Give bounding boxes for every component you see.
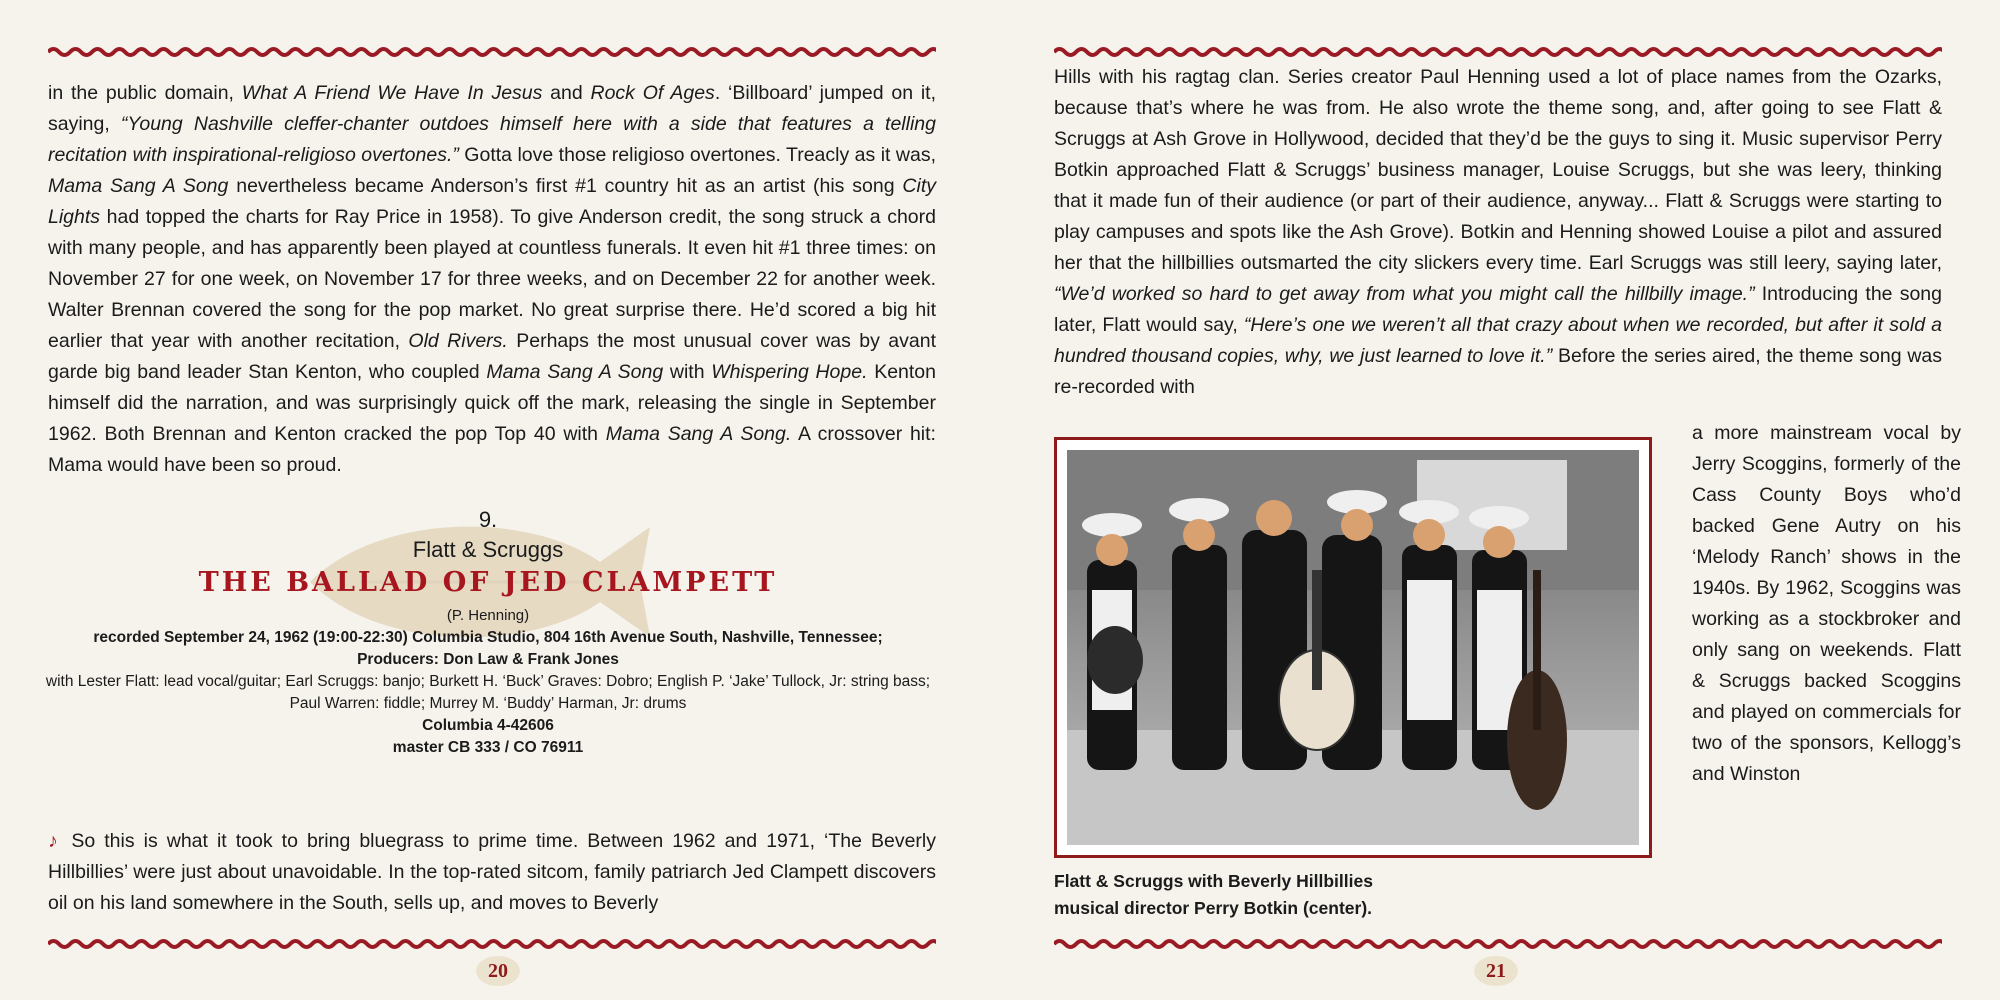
- bottom-wave-border: [1054, 937, 1942, 951]
- text-run: with: [663, 361, 712, 383]
- photo-image: [1067, 450, 1639, 845]
- italic-run: Rock Of Ages: [590, 82, 715, 104]
- producers: Producers: Don Law & Frank Jones: [357, 651, 619, 668]
- side-column-text: a more mainstream vocal by Jerry Scoggins, formerly of the Cass County Boys who’d backed Gene Autry on his ‘Melody Ranch’ shows in the 1940s. By 1962, Scoggins was working as a stockbroker and only sang on weekends. Flatt & Scruggs backed Scoggins and played on commercials for two of the sponsors, Kellogg’s and Winston: [1692, 422, 1961, 785]
- wave-ornament: [48, 937, 936, 951]
- eighth-note-icon: ♪: [48, 830, 62, 852]
- italic-run: Mama Sang A Song: [486, 361, 664, 383]
- text-run: A crossover hit: Mama would have been so proud.: [48, 423, 936, 476]
- catalog-number: Columbia 4-42606: [422, 717, 554, 734]
- italic-run: “We’d worked so hard to get away from what you might call the hillbilly image.”: [1054, 283, 1755, 305]
- text-run: Gotta love those religioso overtones. Treacly as it was,: [458, 144, 936, 166]
- track-artist: Flatt & Scruggs: [412, 537, 564, 562]
- italic-run: “Young Nashville cleffer-chanter outdoes himself here with a side that features a telling recitation with inspirational-religioso overtones.”: [48, 113, 936, 166]
- caption-line-1: Flatt & Scruggs with Beverly Hillbillies: [1054, 871, 1373, 891]
- italic-run: “Here’s one we weren’t all that crazy about when we recorded, but after it sold a hundred thousand copies, why, we just learned to love it.”: [1054, 314, 1942, 367]
- right-page: [1000, 0, 2000, 1000]
- italic-run: Mama Sang A Song.: [605, 423, 792, 445]
- bottom-wave-border: [48, 937, 936, 951]
- page-number: 20: [476, 956, 520, 986]
- body-paragraph-1: [48, 78, 936, 481]
- caption-line-2: musical director Perry Botkin (center).: [1054, 898, 1373, 918]
- master-number: master CB 333 / CO 76911: [392, 739, 584, 756]
- text-run: Hills with his ragtag clan. Series creator Paul Henning used a lot of place names from the Ozarks, because that’s where he was from. He also wrote the theme song, and, after going to see Flatt & Scruggs at Ash Grove in Hollywood, decided that they’d be the guys to sing it. Music supervisor Perry Botkin approached Flatt & Scruggs’ business manager, Louise Scruggs, but she was leery, thinking that it made fun of their audience (or part of their audience, anyway... Flatt & Scruggs were starting to play campuses and spots like the Ash Grove). Botkin and Henning showed Louise a pilot and assured her that the hillbillies outsmarted the city slickers every time. Earl Scruggs was still leery, saying later,: [1054, 66, 1942, 274]
- italic-run: Whispering Hope.: [711, 361, 868, 383]
- text-run: Kenton himself did the narration, and was surprisingly quick off the mark, releasing the single in September 1962. Both Brennan and Kenton cracked the pop Top 40 with: [48, 361, 936, 445]
- body-paragraph-2: [48, 826, 936, 919]
- personnel: with Lester Flatt: lead vocal/guitar; Earl Scruggs: banjo; Burkett H. ‘Buck’ Graves: Dobro; English P. ‘Jake’ Tullock, Jr: string bass; Paul Warren: fiddle; Murrey M. ‘Buddy’ Harman, Jr: drums: [45, 673, 931, 712]
- top-wave-border: [48, 45, 936, 59]
- song-title: THE BALLAD OF JED CLAMPETT: [198, 567, 778, 598]
- top-wave-border: [1054, 45, 1942, 59]
- wave-ornament: [48, 45, 936, 59]
- text-run: nevertheless became Anderson’s first #1 country hit as an artist (his song: [228, 175, 903, 197]
- text-run: had topped the charts for Ray Price in 1958). To give Anderson credit, the song struck a chord with many people, and has apparently been played at countless funerals. It even hit #1 three times: on November 27 for one week, on November 17 for three weeks, and on December 22 for another week. Walter Brennan covered the song for the pop market. No great surprise there. He’d scored a big hit earlier that year with another recitation,: [48, 206, 936, 352]
- wave-ornament: [1054, 937, 1942, 951]
- italic-run: City Lights: [48, 175, 936, 228]
- wave-line: [1054, 49, 1942, 55]
- band-photo: [1054, 437, 1652, 858]
- wave-ornament: [1054, 45, 1942, 59]
- italic-run: What A Friend We Have In Jesus: [241, 82, 543, 104]
- body-paragraph-1: [1054, 62, 1942, 403]
- italic-run: Old Rivers.: [408, 330, 508, 352]
- track-number: 9.: [478, 507, 498, 532]
- text-run: Introducing the song later, Flatt would say,: [1054, 283, 1942, 336]
- track-info: [40, 505, 936, 759]
- wave-line: [1054, 941, 1942, 947]
- band-silhouettes: [1067, 450, 1639, 845]
- text-run: Before the series aired, the theme song was re-recorded with: [1054, 345, 1942, 398]
- wave-line: [48, 941, 936, 947]
- recording-details: recorded September 24, 1962 (19:00-22:30) Columbia Studio, 804 16th Avenue South, Nashville, Tennessee;: [93, 629, 883, 646]
- paragraph-2-text: So this is what it took to bring bluegrass to prime time. Between 1962 and 1971, ‘The Beverly Hillbillies’ were just about unavoidable. In the top-rated sitcom, family patriarch Jed Clampett discovers oil on his land somewhere in the South, sells up, and moves to Beverly: [48, 830, 937, 914]
- photo-caption: [1054, 868, 1654, 922]
- text-run: . ‘Billboard’ jumped on it, saying,: [48, 82, 936, 135]
- italic-run: Mama Sang A Song: [48, 175, 229, 197]
- text-run: Perhaps the most unusual cover was by avant garde big band leader Stan Kenton, who coupled: [48, 330, 936, 383]
- page-number: 21: [1474, 956, 1518, 986]
- wave-line: [48, 49, 936, 55]
- text-run: and: [542, 82, 591, 104]
- text-run: in the public domain,: [48, 82, 242, 104]
- songwriter-credit: (P. Henning): [446, 607, 530, 624]
